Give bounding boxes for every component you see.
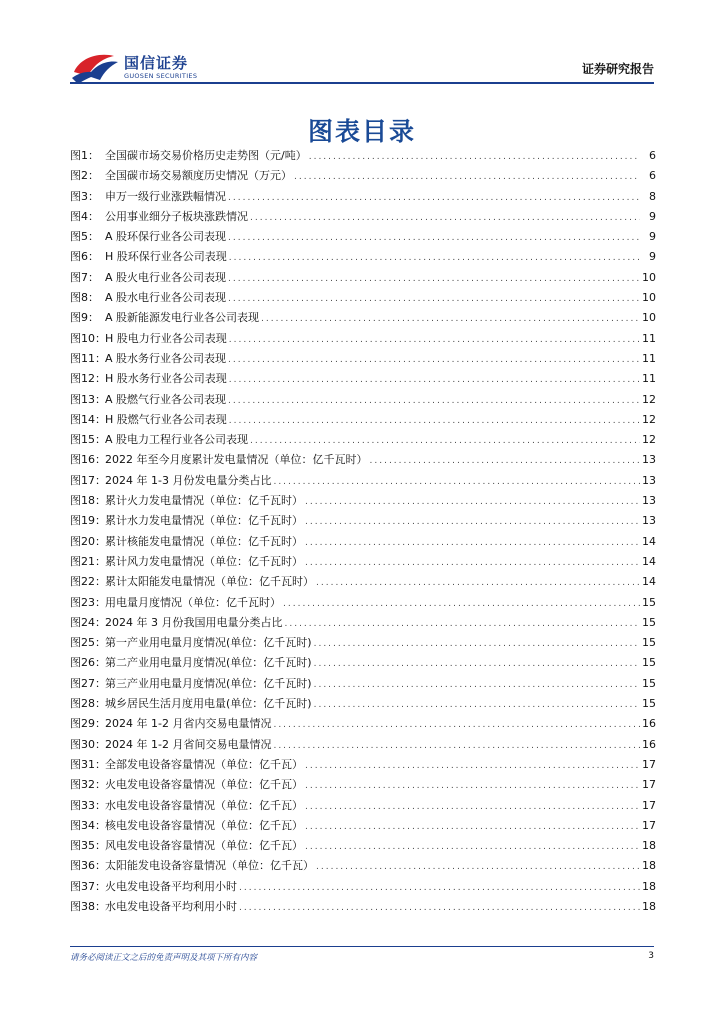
toc-entry-number: 图36： [70,859,106,873]
toc-entry[interactable] [70,817,656,837]
toc-entry-title: 火电发电设备平均利用小时 [105,879,237,893]
company-name-cn: 国信证券 [124,54,189,72]
toc-entry-title: A 股燃气行业各公司表现 [105,392,227,406]
toc-entry-page: 10 [642,291,656,305]
toc-entry[interactable] [70,391,656,411]
toc-dot-leader [228,233,640,243]
toc-entry-title: 2022 年至今月度累计发电量情况（单位：亿千瓦时） [105,453,368,467]
toc-entry-number: 图24： [70,615,106,629]
toc-dot-leader [305,497,640,507]
toc-dot-leader [370,456,641,466]
toc-entry-number: 图30： [70,737,106,751]
toc-entry-title: 第二产业用电量月度情况(单位：亿千瓦时) [105,656,312,670]
toc-entry-page: 13 [642,453,656,467]
toc-entry[interactable] [70,533,656,553]
toc-entry[interactable] [70,837,656,857]
toc-entry[interactable] [70,269,656,289]
toc-entry[interactable] [70,472,656,492]
toc-entry-title: 公用事业细分子板块涨跌情况 [105,209,248,223]
toc-entry-page: 8 [649,189,656,203]
toc-dot-leader [273,477,640,487]
toc-entry-page: 15 [642,697,656,711]
toc-entry-title: H 股电力行业各公司表现 [105,331,227,345]
toc-entry-number: 图28： [70,697,106,711]
toc-entry-page: 13 [642,514,656,528]
toc-entry[interactable] [70,228,656,248]
toc-entry-title: 核电发电设备容量情况（单位：亿千瓦） [105,818,303,832]
toc-dot-leader [228,294,640,304]
toc-entry-page: 13 [642,494,656,508]
toc-entry-page: 15 [642,595,656,609]
toc-entry-page: 14 [642,575,656,589]
toc-entry-number: 图10： [70,331,106,345]
toc-entry-page: 15 [642,636,656,650]
toc-entry-title: 累计火力发电量情况（单位：亿千瓦时） [105,494,303,508]
toc-entry-number: 图3： [70,189,99,203]
toc-entry[interactable] [70,167,656,187]
toc-entry[interactable] [70,188,656,208]
toc-entry-number: 图29： [70,717,106,731]
toc-entry-page: 14 [642,554,656,568]
toc-entry-number: 图7： [70,270,99,284]
toc-entry-page: 12 [642,392,656,406]
toc-entry[interactable] [70,797,656,817]
toc-entry-page: 6 [649,169,656,183]
toc-entry-page: 14 [642,534,656,548]
toc-entry-title: A 股电力工程行业各公司表现 [105,433,249,447]
toc-entry[interactable] [70,776,656,796]
toc-entry[interactable] [70,898,656,918]
report-type-label: 证券研究报告 [581,62,654,76]
toc-entry-page: 9 [649,230,656,244]
toc-entry-page: 17 [642,778,656,792]
toc-entry-number: 图18： [70,494,106,508]
toc-dot-leader [250,213,640,223]
toc-entry-number: 图5： [70,230,99,244]
toc-entry-title: H 股水务行业各公司表现 [105,372,227,386]
toc-dot-leader [305,517,640,527]
toc-entry[interactable] [70,654,656,674]
toc-entry[interactable] [70,573,656,593]
toc-dot-leader [283,599,640,609]
company-logo [70,50,270,84]
toc-entry[interactable] [70,248,656,268]
toc-entry[interactable] [70,208,656,228]
toc-entry-page: 11 [642,372,656,386]
toc-entry[interactable] [70,370,656,390]
toc-dot-leader [294,172,640,182]
toc-entry-title: 水电发电设备容量情况（单位：亿千瓦） [105,798,303,812]
toc-entry-number: 图27： [70,676,106,690]
toc-entry[interactable] [70,309,656,329]
toc-entry-page: 13 [642,473,656,487]
toc-entry-title: A 股火电行业各公司表现 [105,270,227,284]
toc-entry[interactable] [70,857,656,877]
toc-entry-title: 用电量月度情况（单位：亿千瓦时） [105,595,281,609]
toc-entry-page: 10 [642,270,656,284]
toc-entry-number: 图23： [70,595,106,609]
toc-entry-number: 图9： [70,311,99,325]
toc-dot-leader [305,558,640,568]
toc-dot-leader [305,842,640,852]
toc-entry[interactable] [70,715,656,735]
toc-entry-title: 火电发电设备容量情况（单位：亿千瓦） [105,778,303,792]
toc-entry[interactable] [70,736,656,756]
page-header [0,0,724,90]
toc-entry-number: 图16： [70,453,106,467]
header-divider [70,82,654,84]
toc-entry[interactable] [70,512,656,532]
toc-entry-title: 全部发电设备容量情况（单位：亿千瓦） [105,757,303,771]
toc-entry[interactable] [70,411,656,431]
toc-entry-number: 图31： [70,757,106,771]
page-title: 图表目录 [307,117,416,146]
toc-dot-leader [239,883,640,893]
toc-dot-leader [229,416,640,426]
toc-entry-title: 累计水力发电量情况（单位：亿千瓦时） [105,514,303,528]
company-name-en: GUOSEN SECURITIES [124,72,198,80]
toc-entry-page: 11 [642,331,656,345]
toc-entry-number: 图12： [70,372,106,386]
toc-dot-leader [316,578,640,588]
toc-dot-leader [229,375,640,385]
toc-dot-leader [228,355,640,365]
toc-dot-leader [239,903,640,913]
toc-dot-leader [228,274,640,284]
toc-entry-page: 17 [642,757,656,771]
toc-entry-page: 18 [642,859,656,873]
figure-table-of-contents [70,147,656,918]
toc-entry[interactable] [70,614,656,634]
toc-entry[interactable] [70,147,656,167]
toc-entry-number: 图1： [70,149,99,162]
toc-entry-title: A 股水务行业各公司表现 [105,351,227,365]
toc-entry-page: 16 [642,717,656,731]
toc-entry-number: 图6： [70,250,99,264]
toc-entry[interactable] [70,594,656,614]
toc-entry-number: 图17： [70,473,106,487]
toc-dot-leader [314,700,640,710]
toc-entry-number: 图21： [70,554,106,568]
toc-entry-title: 2024 年 1-2 月省间交易电量情况 [105,737,272,751]
toc-entry-number: 图8： [70,291,99,305]
toc-entry-title: 太阳能发电设备容量情况（单位：亿千瓦） [105,859,314,873]
toc-entry-page: 15 [642,615,656,629]
toc-entry-number: 图34： [70,818,106,832]
toc-dot-leader [228,396,640,406]
toc-dot-leader [305,761,640,771]
toc-entry-title: 累计核能发电量情况（单位：亿千瓦时） [105,534,303,548]
toc-entry-number: 图11： [70,351,106,365]
toc-entry-title: 水电发电设备平均利用小时 [105,899,237,913]
toc-dot-leader [314,659,640,669]
toc-dot-leader [305,781,640,791]
toc-entry-title: 累计风力发电量情况（单位：亿千瓦时） [105,554,303,568]
toc-entry-title: 申万一级行业涨跌幅情况 [105,189,226,203]
toc-dot-leader [305,822,640,832]
toc-dot-leader [261,314,640,324]
toc-entry-page: 17 [642,798,656,812]
toc-entry-page: 17 [642,818,656,832]
toc-entry[interactable] [70,695,656,715]
toc-entry-number: 图35： [70,839,106,853]
toc-entry[interactable] [70,330,656,350]
toc-entry-number: 图15： [70,433,106,447]
toc-entry-number: 图2： [70,169,99,183]
toc-entry[interactable] [70,553,656,573]
toc-entry[interactable] [70,451,656,471]
toc-entry[interactable] [70,634,656,654]
toc-entry-number: 图38： [70,899,106,913]
toc-entry-title: 第一产业用电量月度情况(单位：亿千瓦时) [105,636,312,650]
toc-entry-title: 2024 年 1-3 月份发电量分类占比 [105,473,272,487]
toc-entry-page: 10 [642,311,656,325]
toc-dot-leader [316,862,640,872]
toc-entry[interactable] [70,878,656,898]
toc-entry-number: 图26： [70,656,106,670]
toc-entry-number: 图25： [70,636,106,650]
toc-entry-page: 12 [642,433,656,447]
toc-entry-number: 图22： [70,575,106,589]
toc-dot-leader [314,639,640,649]
toc-entry-title: H 股环保行业各公司表现 [105,250,227,264]
toc-entry-title: A 股环保行业各公司表现 [105,230,227,244]
toc-entry-title: 风电发电设备容量情况（单位：亿千瓦） [105,839,303,853]
toc-entry-number: 图13： [70,392,106,406]
footer-divider [70,946,654,947]
toc-entry[interactable] [70,289,656,309]
toc-entry-number: 图20： [70,534,106,548]
toc-entry-page: 15 [642,676,656,690]
toc-entry-page: 18 [642,839,656,853]
toc-entry-page: 16 [642,737,656,751]
toc-entry-number: 图37： [70,879,106,893]
toc-entry[interactable] [70,675,656,695]
toc-dot-leader [229,335,640,345]
toc-dot-leader [305,538,640,548]
toc-entry-page: 15 [642,656,656,670]
toc-dot-leader [273,720,640,730]
toc-entry-page: 12 [642,412,656,426]
toc-entry-title: 累计太阳能发电量情况（单位：亿千瓦时） [105,575,314,589]
toc-entry-page: 9 [649,250,656,264]
toc-entry-title: H 股燃气行业各公司表现 [105,412,227,426]
toc-entry-number: 图14： [70,412,106,426]
page-number: 3 [648,951,654,961]
toc-entry-title: 全国碳市场交易价格历史走势图（元/吨） [105,149,307,162]
toc-entry-title: 第三产业用电量月度情况(单位：亿千瓦时) [105,676,312,690]
toc-dot-leader [250,436,640,446]
toc-entry-title: 2024 年 1-2 月省内交易电量情况 [105,717,272,731]
toc-entry-number: 图32： [70,778,106,792]
toc-dot-leader [228,193,640,203]
guosen-logo-icon [70,50,120,84]
toc-dot-leader [314,680,640,690]
toc-entry-title: 全国碳市场交易额度历史情况（万元） [105,169,292,183]
toc-entry[interactable] [70,431,656,451]
toc-dot-leader [273,741,640,751]
toc-entry-page: 18 [642,879,656,893]
toc-entry-page: 9 [649,209,656,223]
toc-dot-leader [305,802,640,812]
toc-entry[interactable] [70,492,656,512]
toc-entry-page: 11 [642,351,656,365]
toc-entry-title: A 股水电行业各公司表现 [105,291,227,305]
toc-entry-number: 图4： [70,209,99,223]
toc-dot-leader [229,253,640,263]
toc-entry[interactable] [70,756,656,776]
toc-entry-number: 图19： [70,514,106,528]
toc-dot-leader [284,619,640,629]
toc-entry-page: 18 [642,899,656,913]
toc-entry-number: 图33： [70,798,106,812]
toc-entry-title: 2024 年 3 月份我国用电量分类占比 [105,615,283,629]
toc-entry-title: A 股新能源发电行业各公司表现 [105,311,260,325]
toc-dot-leader [309,152,640,162]
toc-entry[interactable] [70,350,656,370]
toc-entry-title: 城乡居民生活月度用电量(单位：亿千瓦时) [105,697,312,711]
footer-disclaimer: 请务必阅读正文之后的免责声明及其项下所有内容 [70,953,258,963]
toc-entry-page: 6 [649,149,656,162]
